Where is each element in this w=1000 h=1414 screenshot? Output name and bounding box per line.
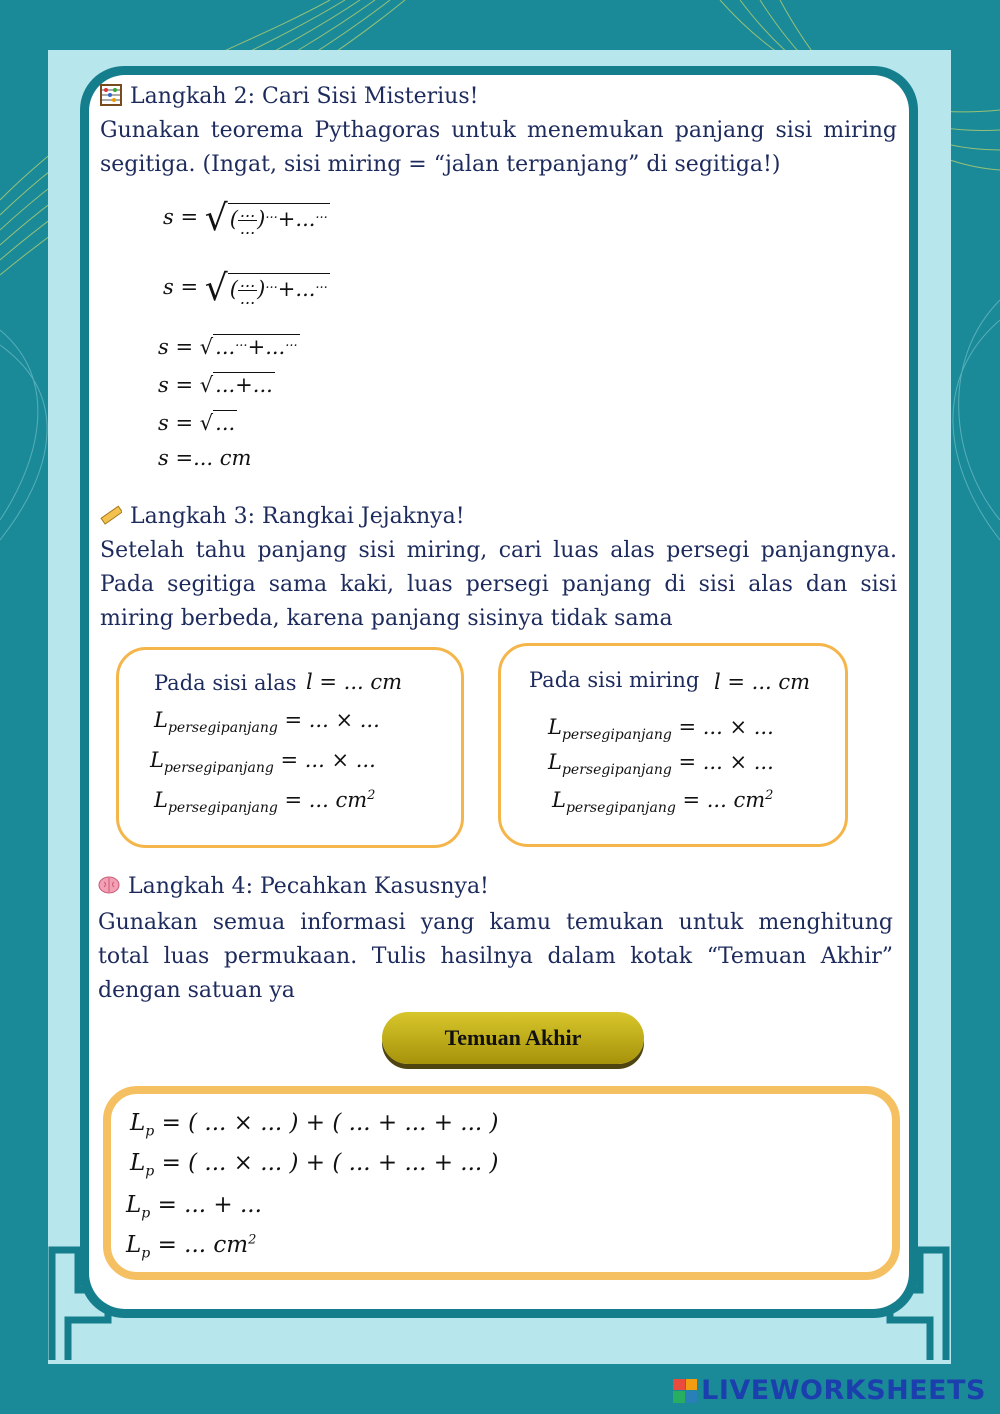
- box-right-l-expr: l = ... cm: [714, 670, 811, 694]
- step4-heading: [98, 874, 489, 899]
- step3-heading: [100, 504, 465, 529]
- equation-line-3: s = √......+......: [158, 335, 298, 359]
- box-left-line-1: $L_{persegipanjang}$ = ... × ...: [154, 708, 380, 737]
- box-right-line-3: $L_{persegipanjang}$ = ... $cm^2$: [552, 788, 774, 817]
- step2-heading: [100, 84, 478, 109]
- step4-instructions: Gunakan semua informasi yang kamu temukan untuk menghitung total luas permukaan. Tulis hasilnya dalam kotak “Temuan Akhir” dengan satuan ya: [98, 910, 893, 1003]
- box-left-l-expr: l = ... cm: [306, 670, 403, 694]
- equation-line-6: s =... cm: [158, 446, 252, 470]
- box-right-line-2: $L_{persegipanjang}$ = ... × ...: [548, 750, 774, 779]
- brand-text: LIVEWORKSHEETS: [701, 1375, 986, 1406]
- step3-title: Langkah 3: Rangkai Jejaknya!: [130, 504, 465, 529]
- step3-instructions: Setelah tahu panjang sisi miring, cari luas alas persegi panjangnya. Pada segitiga sama kaki, luas persegi panjang di sisi alas dan sisi miring berbeda, karena panjang sisinya tidak sama: [100, 538, 897, 631]
- equation-line-1: s = √( $\frac{...}{...}$ )...+......: [163, 198, 328, 239]
- equation-line-5: s = √...: [158, 411, 236, 435]
- liveworksheets-logo-icon: [673, 1379, 697, 1403]
- temuan-akhir-button[interactable]: Temuan Akhir: [382, 1012, 644, 1064]
- ruler-icon: [100, 504, 122, 526]
- equation-lhs: s =: [163, 205, 199, 229]
- abacus-icon: [100, 84, 122, 106]
- step4-title: Langkah 4: Pecahkan Kasusnya!: [128, 874, 489, 899]
- equation-line-4: s = √...+...: [158, 373, 273, 397]
- box-left-line-2: $L_{persegipanjang}$ = ... × ...: [150, 748, 376, 777]
- equation-line-2: s = √( $\frac{...}{...}$ )...+......: [163, 268, 328, 309]
- final-line-4: $L_p$ = ... $cm^2$: [126, 1232, 257, 1262]
- box-left-line-3: $L_{persegipanjang}$ = ... $cm^2$: [154, 788, 376, 817]
- final-line-3: $L_p$ = ... + ...: [126, 1192, 262, 1222]
- box-left-label: Pada sisi alas: [154, 671, 297, 695]
- final-line-1: $L_p$ = ( ... × ... ) + ( ... + ... + ... ): [130, 1110, 499, 1140]
- brain-icon: [98, 874, 120, 896]
- equation-lhs: s =: [163, 275, 199, 299]
- step2-title: Langkah 2: Cari Sisi Misterius!: [130, 84, 479, 109]
- box-right-label: Pada sisi miring: [529, 668, 700, 692]
- liveworksheets-logo[interactable]: [673, 1375, 986, 1406]
- step2-instructions: Gunakan teorema Pythagoras untuk menemukan panjang sisi miring segitiga. (Ingat, sisi miring = “jalan terpanjang” di segitiga!): [100, 118, 897, 177]
- final-line-2: $L_p$ = ( ... × ... ) + ( ... + ... + ... ): [130, 1150, 499, 1180]
- box-right-line-1: $L_{persegipanjang}$ = ... × ...: [548, 715, 774, 744]
